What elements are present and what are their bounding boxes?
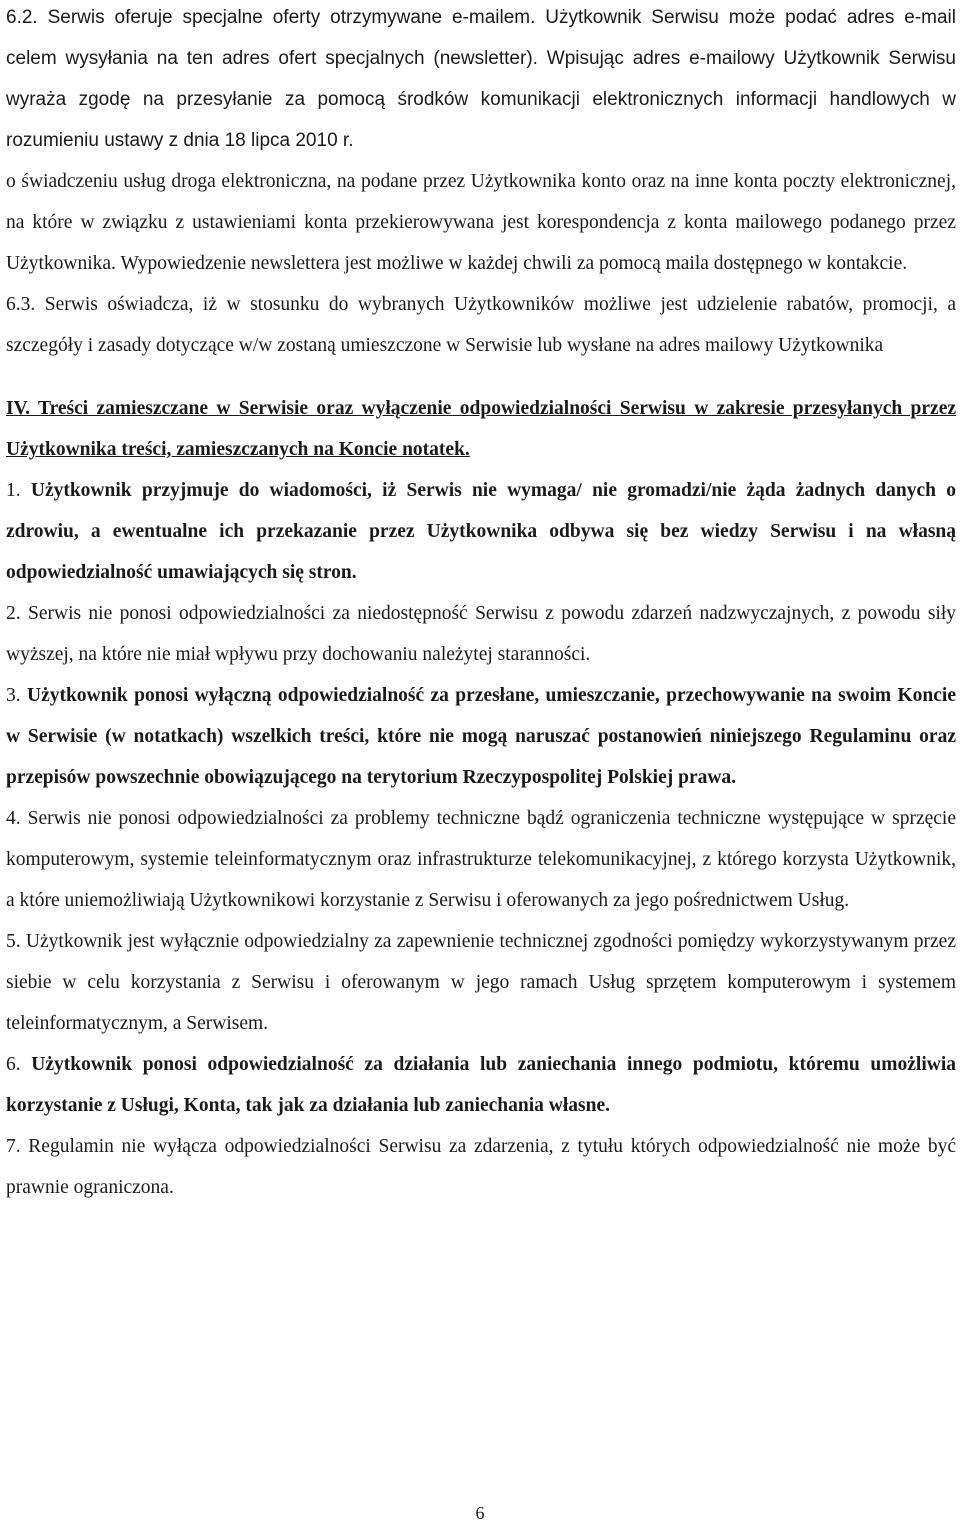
paragraph-1-number: 1. — [6, 480, 21, 501]
section-heading-iv: IV. Treści zamieszczane w Serwisie oraz wyłączenie odpowiedzialności Serwisu w zakresie przesyłanych przez Użytkownika treści, zamieszczanych na Koncie notatek. — [6, 398, 956, 460]
paragraph-6-3: 6.3. Serwis oświadcza, iż w stosunku do wybranych Użytkowników możliwe jest udzielenie rabatów, promocji, a szczegóły i zasady dotyczące w/w zostaną umieszczone w Serwisie lub wysłane na adres mailowy Użytkownika — [6, 294, 956, 356]
paragraph-6-2: 6.2. Serwis oferuje specjalne oferty otrzymywane e-mailem. Użytkownik Serwisu może podać adres e-mail celem wysyłania na ten adres ofert specjalnych (newsletter). Wpisując adres e-mailowy Użytkownik Serwisu wyraża zgodę na przesyłanie za pomocą środków komunikacji elektronicznych informacji handlowych w rozumieniu ustawy z dnia 18 lipca 2010 r. — [6, 7, 956, 151]
paragraph-3-text: Użytkownik ponosi wyłączną odpowiedzialność za przesłane, umieszczanie, przechowywanie na swoim Koncie w Serwisie (w notatkach) wszelkich treści, które nie mogą naruszać postanowień niniejszego Regulaminu oraz przepisów powszechnie obowiązującego na terytorium Rzeczypospolitej Polskiej prawa. — [6, 685, 957, 788]
paragraph-5: 5. Użytkownik jest wyłącznie odpowiedzialny za zapewnienie technicznej zgodności pomiędzy wykorzystywanym przez siebie w celu korzystania z Serwisu i oferowanym w jego ramach Usług sprzętem komputerowym i systemem teleinformatycznym, a Serwisem. — [6, 931, 956, 1034]
paragraph-3-number: 3. — [6, 685, 21, 706]
paragraph-6-text: Użytkownik ponosi odpowiedzialność za działania lub zaniechania innego podmiotu, któremu umożliwia korzystanie z Usługi, Konta, tak jak za działania lub zaniechania własne. — [6, 1054, 956, 1116]
paragraph-6 — [6, 1044, 956, 1126]
paragraph-1-text: Użytkownik przyjmuje do wiadomości, iż Serwis nie wymaga/ nie gromadzi/nie żąda żadnych danych o zdrowiu, a ewentualne ich przekazanie przez Użytkownika odbywa się bez wiedzy Serwisu i na własną odpowiedzialność umawiających się stron. — [6, 480, 956, 583]
paragraph-1 — [6, 470, 956, 593]
document-page — [6, 0, 956, 1208]
paragraph-2: 2. Serwis nie ponosi odpowiedzialności za niedostępność Serwisu z powodu zdarzeń nadzwyczajnych, z powodu siły wyższej, na które nie miał wpływu przy dochowaniu należytej staranności. — [6, 603, 956, 665]
paragraph-3 — [6, 675, 956, 798]
paragraph-6-number: 6. — [6, 1054, 21, 1075]
paragraph-4: 4. Serwis nie ponosi odpowiedzialności za problemy techniczne bądź ograniczenia techniczne występujące w sprzęcie komputerowym, systemie teleinformatycznym oraz infrastrukturze telekomunikacyjnej, z którego korzysta Użytkownik, a które uniemożliwiają Użytkownikowi korzystanie z Serwisu i oferowanych za jego pośrednictwem Usług. — [6, 808, 956, 911]
paragraph-6-2-continued: o świadczeniu usług droga elektroniczna, na podane przez Użytkownika konto oraz na inne konta poczty elektronicznej, na które w związku z ustawieniami konta przekierowywana jest korespondencja z konta mailowego podanego przez Użytkownika. Wypowiedzenie newslettera jest możliwe w każdej chwili za pomocą maila dostępnego w kontakcie. — [6, 171, 956, 274]
page-number: 6 — [475, 1503, 485, 1523]
paragraph-7: 7. Regulamin nie wyłącza odpowiedzialności Serwisu za zdarzenia, z tytułu których odpowiedzialność nie może być prawnie ograniczona. — [6, 1136, 956, 1198]
